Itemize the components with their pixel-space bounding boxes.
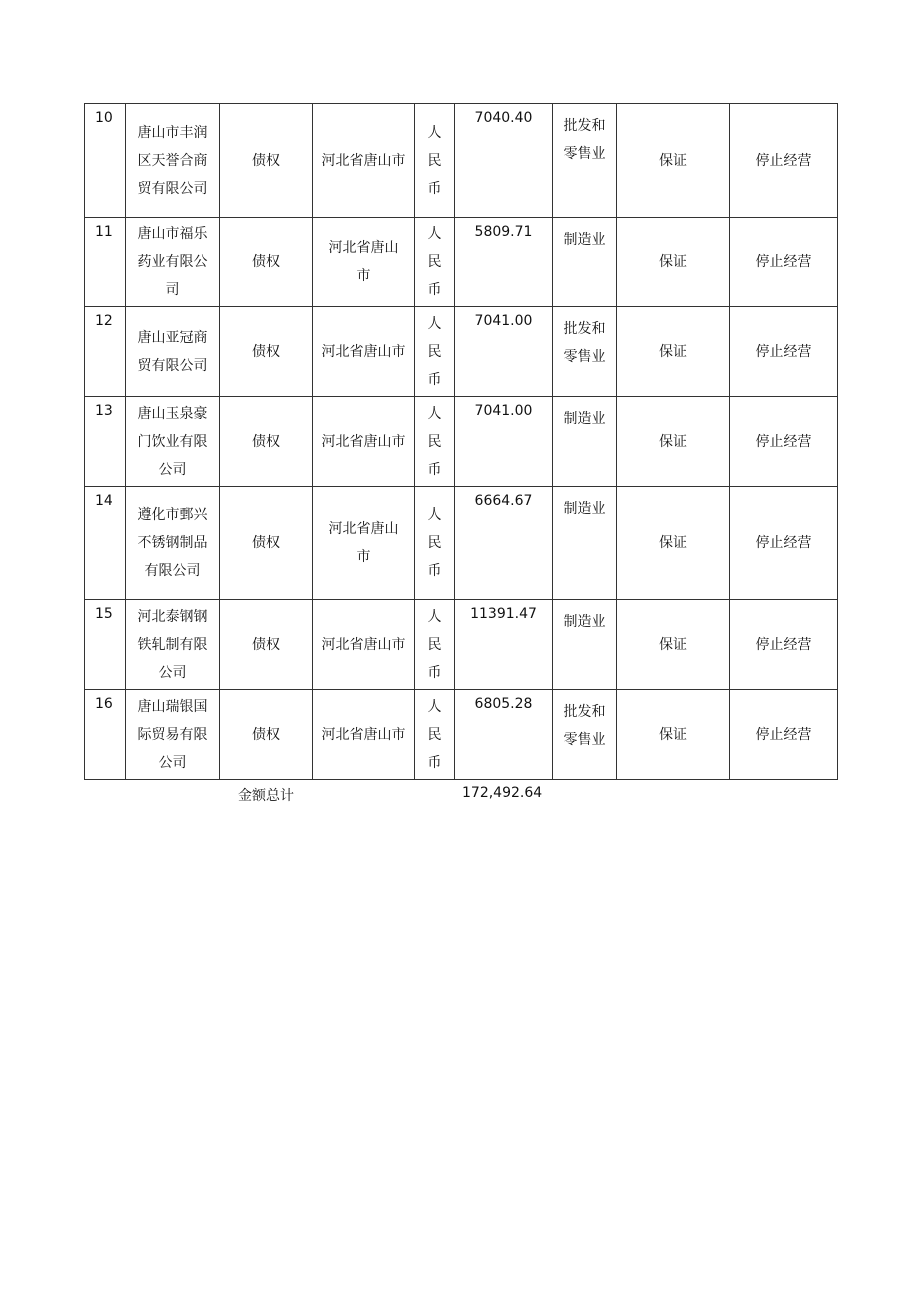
company-name-line: 公司 [158, 664, 187, 681]
total-value: 172,492.64 [462, 785, 543, 801]
table-body [85, 104, 838, 780]
asset-type: 债权 [220, 600, 313, 690]
table-row [85, 397, 838, 487]
asset-type: 债权 [220, 104, 313, 218]
region-line: 河北省唐山 [328, 521, 399, 537]
industry-line: 批发和 [563, 704, 606, 720]
table-row [85, 104, 838, 218]
region-line: 河北省唐山市 [321, 636, 406, 653]
guarantee-type: 保证 [617, 218, 730, 307]
currency [415, 397, 455, 487]
industry-line: 零售业 [563, 732, 606, 748]
region [313, 307, 415, 397]
industry-line: 批发和 [563, 118, 606, 134]
currency-char: 人 [427, 124, 442, 141]
amount: 7040.40 [455, 104, 553, 218]
company-name-line: 贸有限公司 [137, 357, 208, 374]
currency [415, 487, 455, 600]
region [313, 397, 415, 487]
company-name-line: 唐山玉泉豪 [137, 405, 208, 422]
table-row [85, 307, 838, 397]
currency [415, 690, 455, 780]
currency-char: 币 [427, 282, 442, 298]
currency-char: 民 [427, 726, 442, 743]
region [313, 104, 415, 218]
currency-char: 币 [427, 180, 442, 197]
asset-type: 债权 [220, 690, 313, 780]
row-number: 13 [85, 397, 126, 487]
company-name-line: 司 [165, 282, 180, 298]
row-number: 12 [85, 307, 126, 397]
guarantee-type: 保证 [617, 600, 730, 690]
company-name-line: 唐山瑞银国 [137, 698, 208, 715]
row-number: 11 [85, 218, 126, 307]
company-name-line: 遵化市鄄兴 [137, 507, 208, 523]
region-line: 河北省唐山市 [321, 433, 406, 450]
currency [415, 218, 455, 307]
industry [553, 487, 617, 600]
operating-status: 停止经营 [730, 487, 838, 600]
asset-type: 债权 [220, 218, 313, 307]
region-line: 河北省唐山 [328, 240, 399, 256]
company-name-line: 药业有限公 [137, 254, 208, 270]
currency-char: 民 [427, 254, 442, 270]
company-name [126, 690, 220, 780]
region-line: 河北省唐山市 [321, 343, 406, 360]
company-name-line: 河北泰钢钢 [137, 608, 208, 625]
industry [553, 600, 617, 690]
company-name-line: 门饮业有限 [137, 433, 208, 450]
company-name-line: 公司 [158, 461, 187, 478]
currency-char: 民 [427, 535, 442, 551]
industry-line: 零售业 [563, 146, 606, 162]
industry-line: 制造业 [563, 232, 606, 248]
industry [553, 397, 617, 487]
company-name-line: 铁轧制有限 [137, 636, 208, 653]
company-name-line: 唐山市丰润 [137, 124, 208, 141]
operating-status: 停止经营 [730, 690, 838, 780]
region [313, 600, 415, 690]
company-name-line: 贸有限公司 [137, 180, 208, 197]
debt-table [84, 103, 838, 780]
table-row [85, 487, 838, 600]
table-row [85, 600, 838, 690]
amount: 7041.00 [455, 307, 553, 397]
row-number: 16 [85, 690, 126, 780]
asset-type: 债权 [220, 397, 313, 487]
guarantee-type: 保证 [617, 104, 730, 218]
region [313, 690, 415, 780]
guarantee-type: 保证 [617, 307, 730, 397]
currency-char: 人 [427, 608, 442, 625]
currency-char: 民 [427, 343, 442, 360]
asset-type: 债权 [220, 487, 313, 600]
industry-line: 制造业 [563, 501, 606, 517]
operating-status: 停止经营 [730, 218, 838, 307]
total-label: 金额总计 [238, 788, 294, 804]
industry [553, 218, 617, 307]
asset-type: 债权 [220, 307, 313, 397]
currency-char: 币 [427, 371, 442, 388]
currency-char: 民 [427, 636, 442, 653]
company-name [126, 218, 220, 307]
region-line: 市 [356, 268, 371, 284]
region [313, 487, 415, 600]
company-name [126, 307, 220, 397]
amount: 6805.28 [455, 690, 553, 780]
company-name-line: 有限公司 [144, 563, 201, 579]
currency-char: 人 [427, 405, 442, 422]
row-number: 15 [85, 600, 126, 690]
company-name-line: 区天誉合商 [137, 152, 208, 169]
currency-char: 民 [427, 433, 442, 450]
industry [553, 307, 617, 397]
currency-char: 币 [427, 664, 442, 681]
table-row [85, 690, 838, 780]
company-name-line: 际贸易有限 [137, 726, 208, 743]
currency-char: 人 [427, 226, 442, 242]
company-name-line: 公司 [158, 754, 187, 771]
currency-char: 币 [427, 754, 442, 771]
region-line: 河北省唐山市 [321, 726, 406, 743]
guarantee-type: 保证 [617, 397, 730, 487]
currency [415, 600, 455, 690]
currency [415, 307, 455, 397]
guarantee-type: 保证 [617, 690, 730, 780]
operating-status: 停止经营 [730, 307, 838, 397]
company-name [126, 104, 220, 218]
currency-char: 币 [427, 461, 442, 478]
industry-line: 制造业 [563, 411, 606, 427]
guarantee-type: 保证 [617, 487, 730, 600]
operating-status: 停止经营 [730, 104, 838, 218]
currency-char: 民 [427, 152, 442, 169]
amount: 6664.67 [455, 487, 553, 600]
operating-status: 停止经营 [730, 397, 838, 487]
industry-line: 批发和 [563, 321, 606, 337]
industry [553, 104, 617, 218]
operating-status: 停止经营 [730, 600, 838, 690]
company-name-line: 不锈钢制品 [137, 535, 208, 551]
currency-char: 币 [427, 563, 442, 579]
company-name [126, 487, 220, 600]
industry [553, 690, 617, 780]
industry-line: 制造业 [563, 614, 606, 630]
region-line: 市 [356, 549, 371, 565]
company-name [126, 600, 220, 690]
industry-line: 零售业 [563, 349, 606, 365]
amount: 11391.47 [455, 600, 553, 690]
currency-char: 人 [427, 507, 442, 523]
region [313, 218, 415, 307]
amount: 5809.71 [455, 218, 553, 307]
row-number: 10 [85, 104, 126, 218]
company-name [126, 397, 220, 487]
currency-char: 人 [427, 698, 442, 715]
currency [415, 104, 455, 218]
company-name-line: 唐山市福乐 [137, 226, 208, 242]
region-line: 河北省唐山市 [321, 152, 406, 169]
row-number: 14 [85, 487, 126, 600]
table-row [85, 218, 838, 307]
currency-char: 人 [427, 315, 442, 332]
company-name-line: 唐山亚冠商 [137, 329, 208, 346]
amount: 7041.00 [455, 397, 553, 487]
